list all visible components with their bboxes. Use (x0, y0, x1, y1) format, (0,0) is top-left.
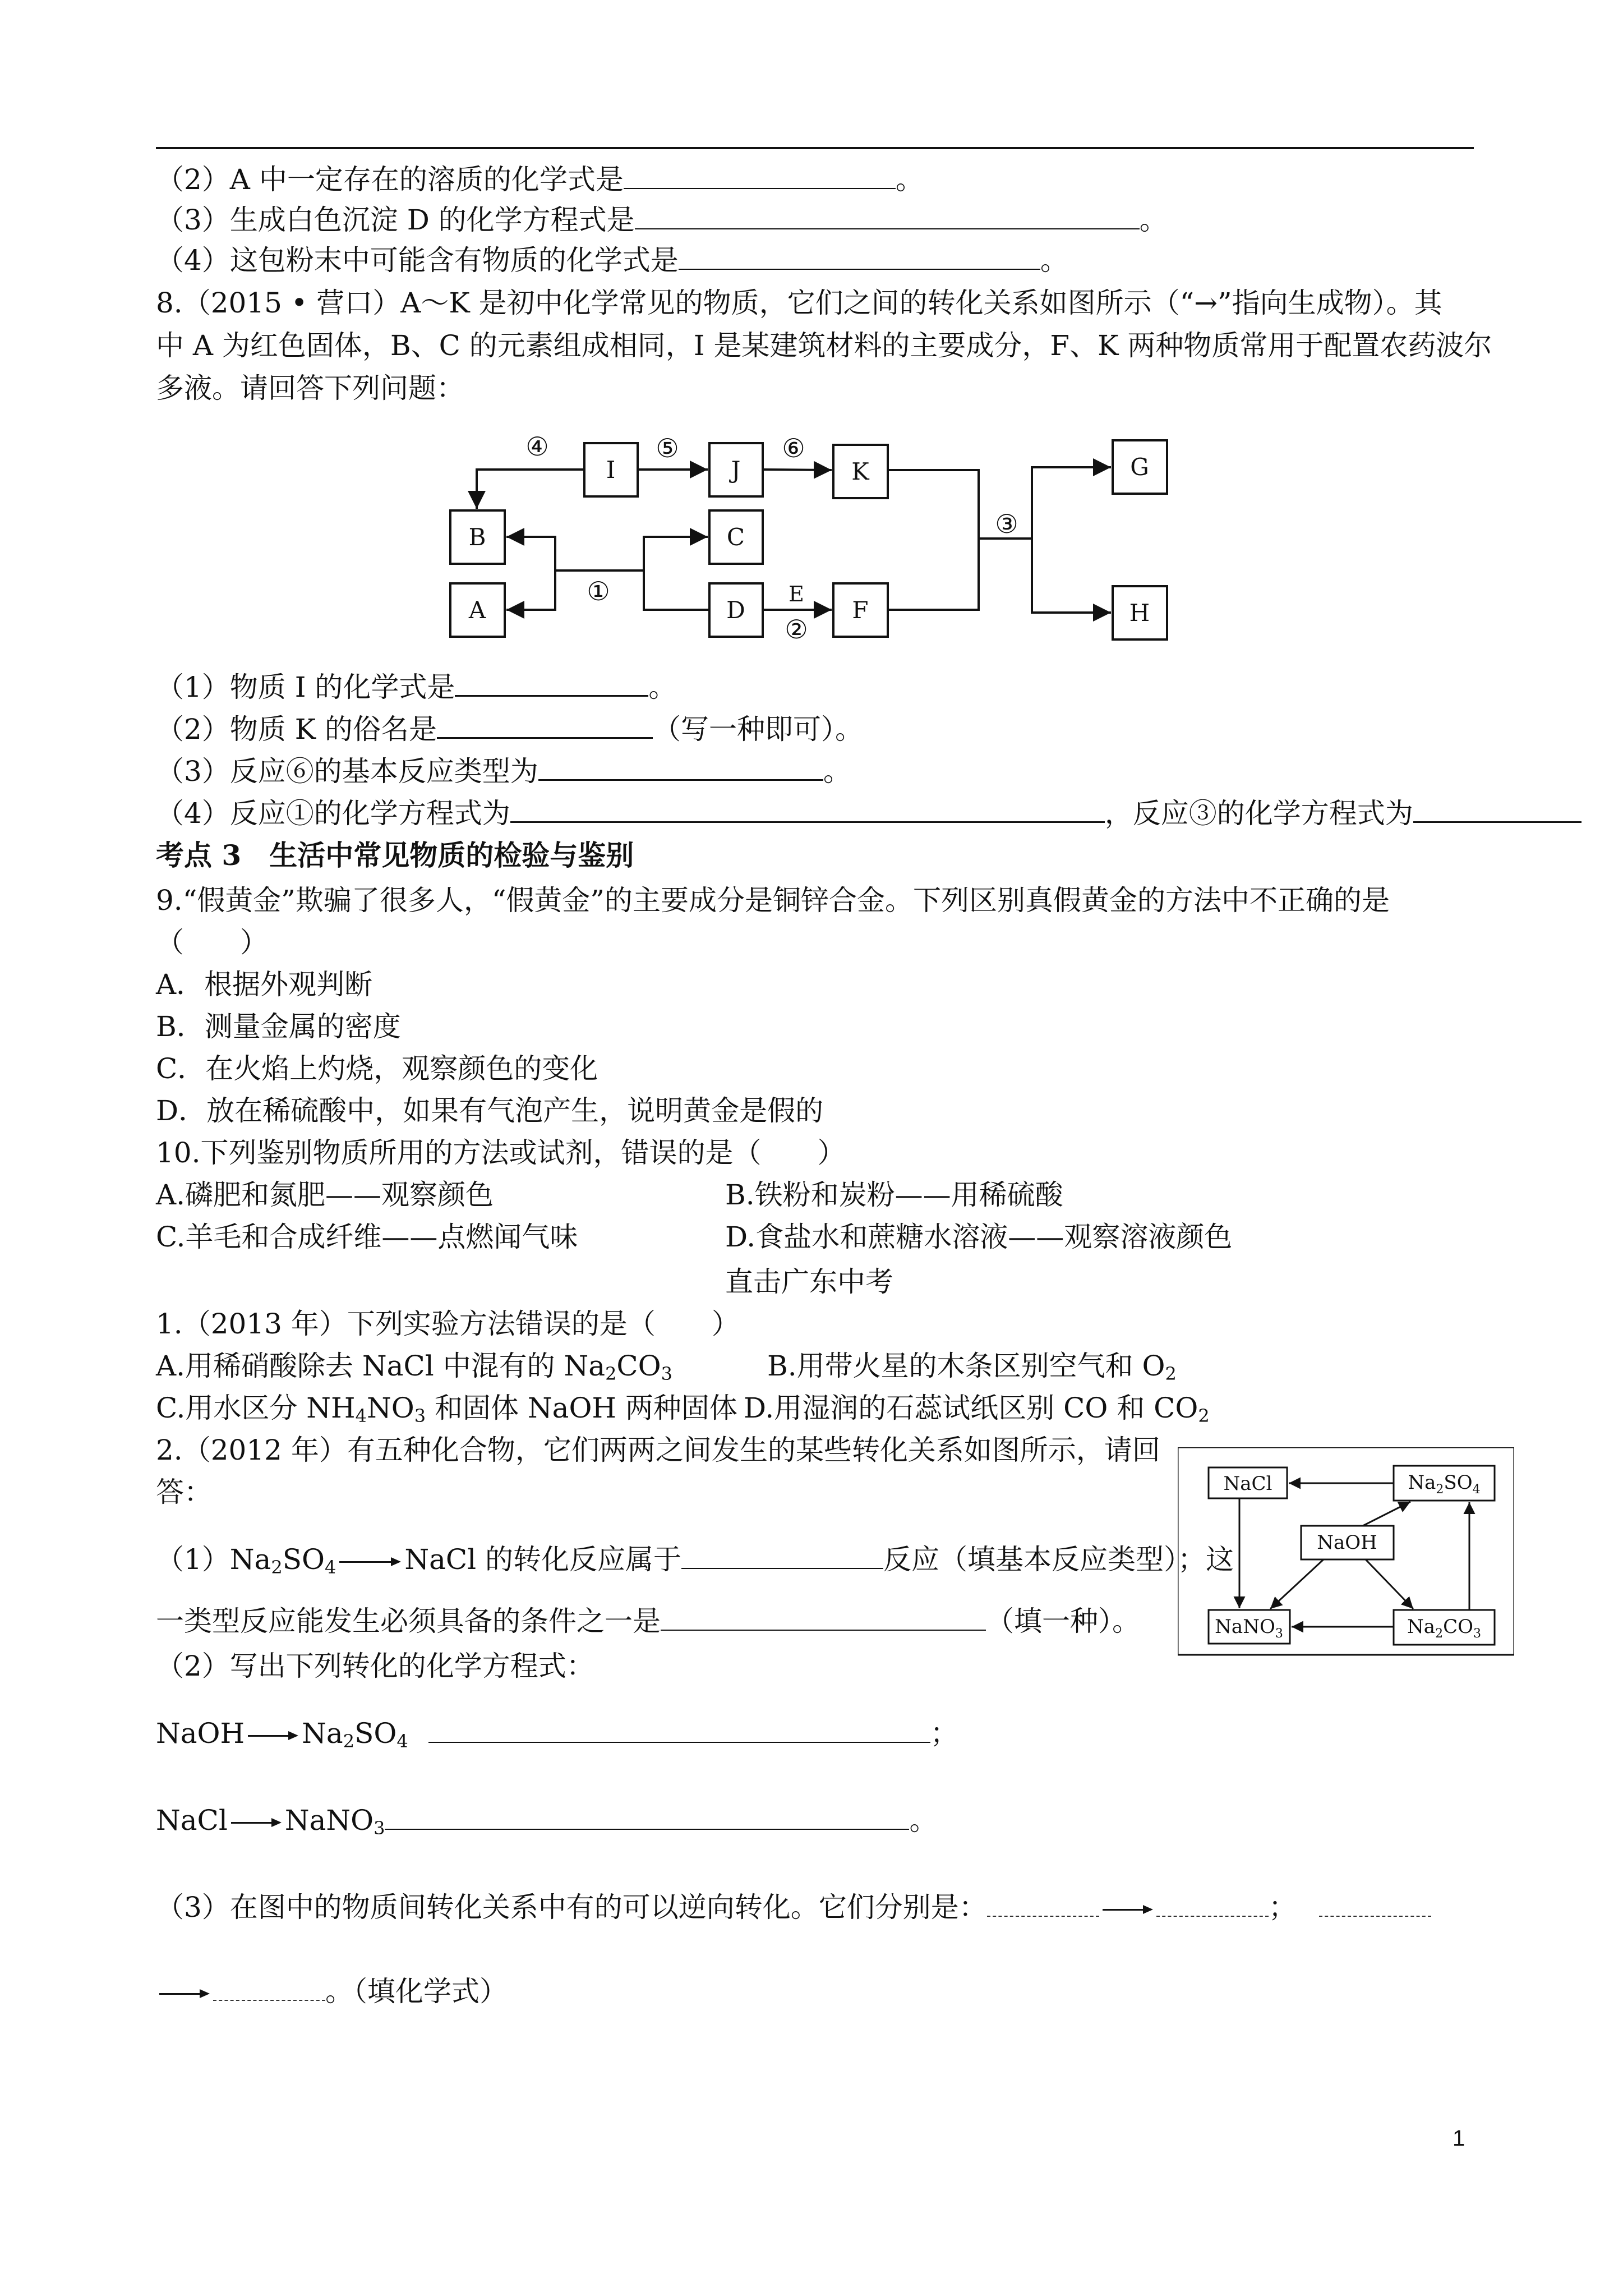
period: 。 (895, 163, 924, 196)
reaction-3-label: ③ (995, 509, 1018, 539)
label-K: K (851, 458, 869, 485)
period: 。 (1139, 204, 1168, 236)
q7-part3-text: （3）生成白色沉淀 D 的化学方程式是 (156, 204, 635, 236)
arrow-naoh-to-na2so4 (1363, 1502, 1410, 1526)
q10-option-b: B.铁粉和炭粉——用稀硫酸 (725, 1179, 1063, 1211)
q8-part4 (156, 797, 1581, 830)
g1-option-b: B.用带火星的木条区别空气和 $O_2$ (767, 1350, 1177, 1384)
q8-stem-line3: 多液。请回答下列问题： (156, 372, 464, 404)
q8-stem-line2: 中 A 为红色固体，B、C 的元素组成相同，I 是某建筑材料的主要成分，F、K 两种物质常用于配置农药波尔 (156, 329, 1492, 362)
nacl-label: NaCl (1223, 1473, 1272, 1495)
answer-blank[interactable] (437, 712, 653, 739)
answer-blank[interactable] (510, 797, 1105, 823)
period: 。 (648, 671, 677, 703)
q8-part3 (156, 754, 851, 788)
na2co3-label: $Na_2CO_3$ (1407, 1616, 1481, 1641)
arrow-naoh-to-na2co3 (1366, 1559, 1413, 1609)
g1-stem: 1.（2013 年）下列实验方法错误的是（ ） (156, 1308, 740, 1340)
period: 。 (823, 755, 851, 788)
naoh-label: NaOH (1317, 1531, 1377, 1554)
reaction-arrow-icon (159, 1988, 210, 1999)
page-number: 1 (1453, 2126, 1465, 2151)
q8-stem-line1: 8.（2015 • 营口）A～K 是初中化学常见的物质，它们之间的转化关系如图所示（“→”指向生成物）。其 (156, 287, 1442, 319)
reaction-arrow-icon (231, 1817, 282, 1828)
g2-part1: $(1)Na_2SO_4$ NaCl 的转化反应属于 反应（填基本反应类型）；这 (156, 1543, 1234, 1578)
arrow-to-G (1032, 467, 1111, 539)
period: 。 (1040, 244, 1068, 277)
q9-option-c: C．在火焰上灼烧，观察颜色的变化 (156, 1052, 598, 1085)
label-D: D (726, 596, 745, 624)
g2-part1-cont: 一类型反应能发生必须具备的条件之一是 （填一种）。 (156, 1605, 1140, 1637)
q9-stem-line1: 9.“假黄金”欺骗了很多人，“假黄金”的主要成分是铜锌合金。下列区别真假黄金的方法中不正确的是 (156, 884, 1390, 917)
q8-part4-text: （4）反应①的化学方程式为 (156, 797, 510, 830)
q10-option-d: D.食盐水和蔗糖水溶液——观察溶液颜色 (725, 1221, 1233, 1253)
reaction1-line (644, 570, 709, 610)
g2-reaction-nacl-nano3: NaCl NaNO$_3$ 。 (156, 1804, 938, 1839)
q8-part1-text: （1）物质 I 的化学式是 (156, 671, 455, 703)
q8-part2-text: （2）物质 K 的俗名是 (156, 713, 437, 746)
section-heading: 考点 3 生活中常见物质的检验与鉴别 (156, 839, 634, 872)
reaction-arrow-icon (339, 1556, 401, 1567)
reagent-E-label: E (789, 582, 804, 606)
answer-blank[interactable] (661, 1605, 986, 1631)
answer-blank[interactable] (455, 670, 648, 697)
q8-conversion-diagram (0, 0, 1623, 673)
answer-blank[interactable] (1319, 1891, 1431, 1917)
reaction-1-label: ① (587, 576, 610, 606)
q8-part3-text: （3）反应⑥的基本反应类型为 (156, 755, 538, 788)
label-B: B (468, 523, 486, 551)
arrow-to-H (1032, 539, 1111, 613)
answer-blank[interactable] (428, 1717, 930, 1743)
answer-blank[interactable] (1413, 797, 1581, 823)
label-F: F (852, 596, 869, 624)
arrow-to-B (506, 537, 644, 570)
reaction-5-label: ⑤ (656, 433, 679, 463)
q9-stem-line2: （ ） (156, 926, 268, 959)
na2so4-label: $Na_2SO_4$ (1408, 1471, 1481, 1497)
q8-part4-text2: ，反应③的化学方程式为 (1104, 797, 1413, 830)
g1-option-c: C.用水区分 $NH_4NO_3$ 和固体 NaOH 两种固体 (156, 1392, 737, 1427)
q10-option-a: A.磷肥和氮肥——观察颜色 (156, 1179, 494, 1211)
reaction3-line (888, 470, 979, 610)
reaction-arrow-icon (1103, 1904, 1153, 1915)
reaction-4-label: ④ (525, 431, 549, 462)
label-C: C (726, 523, 745, 551)
label-G: G (1130, 453, 1149, 481)
q8-part2-tail: （写一种即可）。 (652, 713, 863, 746)
g1-option-a: A.用稀硝酸除去 NaCl 中混有的 $Na_2CO_3$ (156, 1350, 673, 1384)
reaction-2-label: ② (785, 614, 808, 645)
q10-option-c: C.羊毛和合成纤维——点燃闻气味 (156, 1221, 578, 1253)
answer-blank[interactable] (538, 754, 823, 781)
reaction-arrow-icon (248, 1730, 298, 1741)
arrow-I-to-B (477, 470, 584, 509)
reaction-6-label: ⑥ (782, 433, 805, 463)
answer-blank[interactable] (987, 1891, 1099, 1917)
q9-option-b: B．测量金属的密度 (156, 1010, 401, 1043)
g2-part3: （3）在图中的物质间转化关系中有的可以逆向转化。它们分别是： ； (156, 1890, 1431, 1924)
label-I: I (606, 456, 616, 484)
guangdong-section-heading: 直击广东中考 (725, 1266, 893, 1298)
q8-part1 (156, 670, 676, 704)
q7-part4-text: （4）这包粉末中可能含有物质的化学式是 (156, 244, 679, 277)
arrow-to-C (644, 537, 708, 570)
arrow-to-A (506, 570, 555, 610)
q9-option-a: A．根据外观判断 (156, 968, 373, 1001)
q10-stem: 10.下列鉴别物质所用的方法或试剂，错误的是（ ） (156, 1137, 846, 1169)
answer-blank[interactable] (1156, 1891, 1269, 1917)
q9-option-d: D．放在稀硫酸中，如果有气泡产生，说明黄金是假的 (156, 1094, 824, 1127)
g2-stem-line1: 2.（2012 年）有五种化合物，它们两两之间发生的某些转化关系如图所示，请回 (156, 1434, 1160, 1466)
g2-part2-text: （2）写出下列转化的化学方程式： (156, 1650, 594, 1682)
g2-part3-cont: 。（填化学式） (156, 1975, 508, 2008)
answer-blank[interactable] (213, 1975, 325, 2001)
g2-stem-line2: 答： (156, 1476, 212, 1508)
arrow-naoh-to-nano3 (1270, 1559, 1324, 1609)
label-J: J (731, 456, 741, 484)
q7-part2-text: （2）A 中一定存在的溶质的化学式是 (156, 163, 624, 196)
g1-option-d: D.用湿润的石蕊试纸区别 CO 和 $CO_2$ (744, 1392, 1210, 1427)
nano3-label: NaNO$_3$ (1215, 1616, 1283, 1641)
g2-reaction-naoh-na2so4: NaOH $Na_2SO_4$ ； (156, 1717, 958, 1752)
answer-blank[interactable] (385, 1804, 909, 1830)
label-H: H (1129, 599, 1150, 627)
q8-part2 (156, 712, 863, 746)
answer-blank[interactable] (681, 1543, 883, 1569)
label-A: A (468, 596, 486, 624)
